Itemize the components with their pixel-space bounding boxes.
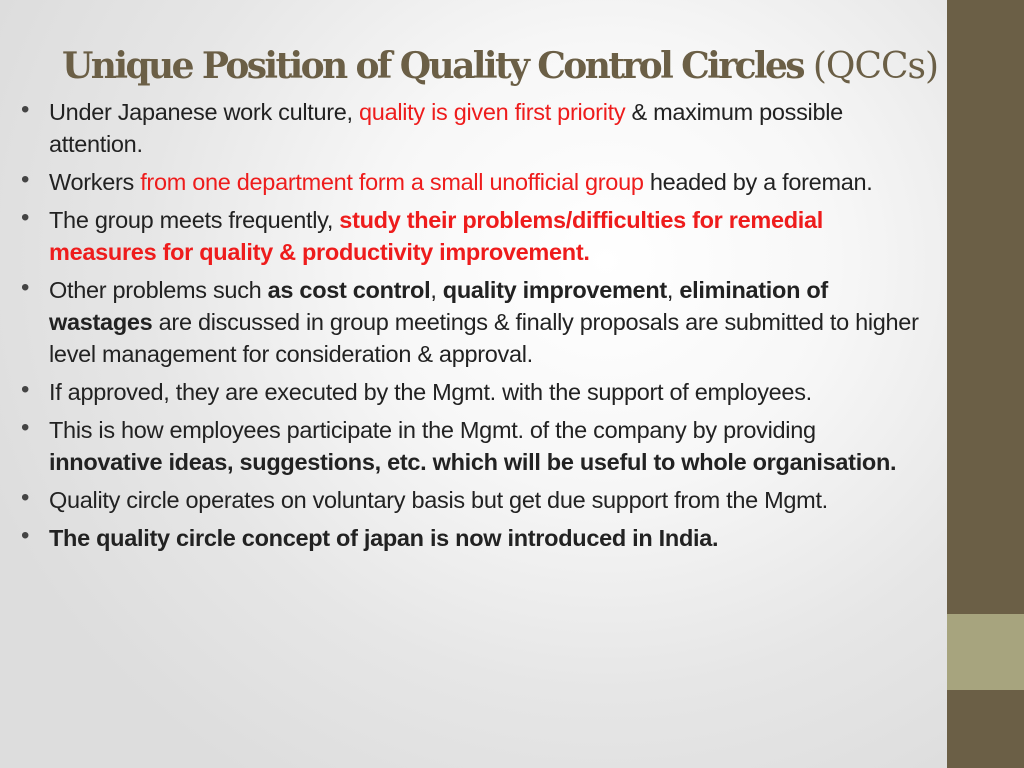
bullet-point-icon: • xyxy=(21,274,30,301)
slide-title-main: Unique Position of Quality Control Circles xyxy=(62,45,803,87)
bullet-text-run: The group meets frequently, xyxy=(49,207,340,233)
bullet-text-run: innovative ideas, suggestions, etc. which will be useful to whole organisation. xyxy=(49,449,897,475)
bullet-text-run: Quality circle operates on voluntary basis but get due support from the Mgmt. xyxy=(49,487,828,513)
bullet-text-run: , xyxy=(666,277,680,303)
bullet-text-run: study their problems/difficulties for remedial measures for quality & productivity improvement. xyxy=(49,207,824,265)
bullet-item xyxy=(20,274,930,370)
bullet-item xyxy=(20,166,930,198)
bullet-text-run: as cost control xyxy=(267,277,431,303)
bullet-point-icon: • xyxy=(21,204,30,231)
bullet-point-icon: • xyxy=(21,484,30,511)
bullet-text-run: elimination of wastages xyxy=(49,277,828,335)
bullet-text-run: Other problems such xyxy=(49,277,268,303)
bullet-item xyxy=(20,96,930,160)
bullet-text-run: If approved, they are executed by the Mgmt. with the support of employees. xyxy=(49,379,812,405)
bullet-item xyxy=(20,414,930,478)
bullet-item xyxy=(20,376,930,408)
bullet-text-run: The quality circle concept of japan is now introduced in India. xyxy=(49,525,719,551)
bullet-text-run: headed by a foreman. xyxy=(643,169,873,195)
bullet-item xyxy=(20,204,930,268)
bullet-text-run: Workers xyxy=(49,169,141,195)
bullet-text-run: & maximum possible attention. xyxy=(49,99,843,157)
bullet-list xyxy=(20,96,930,560)
bullet-point-icon: • xyxy=(21,96,30,123)
bullet-text-run: from one department form a small unofficial group xyxy=(140,169,644,195)
bullet-point-icon: • xyxy=(21,166,30,193)
bullet-text-run: Under Japanese work culture, xyxy=(49,99,360,125)
bullet-text-run: are discussed in group meetings & finally proposals are submitted to higher level management for consideration & approval. xyxy=(49,309,919,367)
bullet-text-run: This is how employees participate in the Mgmt. of the company by providing xyxy=(49,417,816,443)
side-decoration-accent xyxy=(947,614,1024,690)
slide-title xyxy=(62,40,938,93)
bullet-point-icon: • xyxy=(21,376,30,403)
bullet-text-run: , xyxy=(430,277,443,303)
bullet-point-icon: • xyxy=(21,414,30,441)
bullet-text-run: quality improvement xyxy=(442,277,667,303)
bullet-text-run: quality is given first priority xyxy=(359,99,626,125)
bullet-item xyxy=(20,522,930,554)
bullet-item xyxy=(20,484,930,516)
bullet-point-icon: • xyxy=(21,522,30,549)
slide-title-suffix: (QCCs) xyxy=(812,46,939,87)
